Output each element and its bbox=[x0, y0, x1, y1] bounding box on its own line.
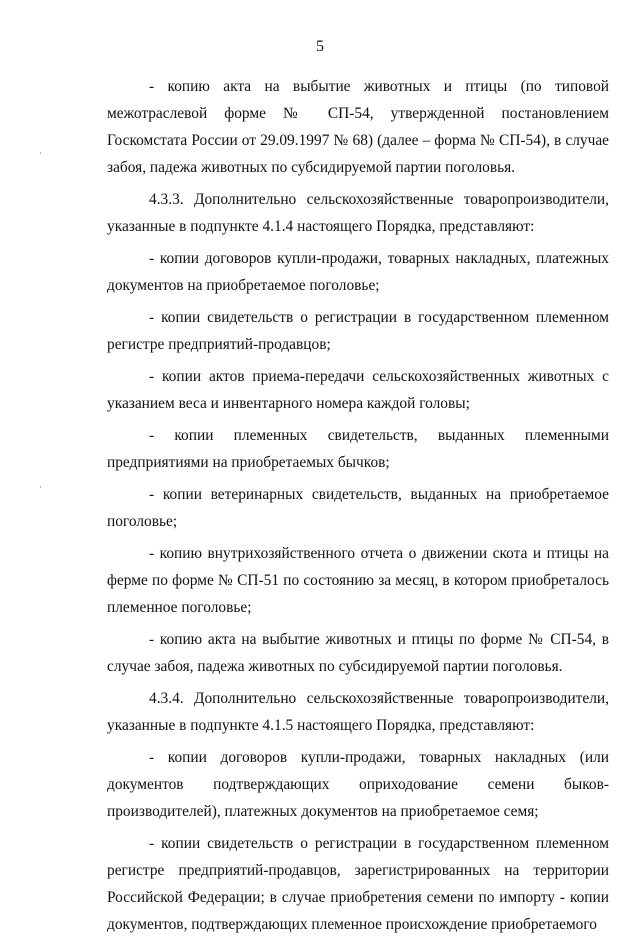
paragraph-semen-contracts: - копии договоров купли-продажи, товарных накладных (или документов подтверждающих оприходование семени быков-производителей), платежных документов на приобретаемое семя; bbox=[107, 749, 609, 820]
paragraph-farm-report: - копию внутрихозяйственного отчета о движении скота и птицы на ферме по форме № СП-51 по состоянию за месяц, в котором приобреталось племенное поголовье; bbox=[107, 545, 609, 616]
document-body bbox=[107, 73, 609, 943]
paragraph-4-3-3: 4.3.3. Дополнительно сельскохозяйственные товаропроизводители, указанные в подпункте 4.1.4 настоящего Порядка, представляют: bbox=[107, 191, 609, 235]
paragraph-purchase-contracts: - копии договоров купли-продажи, товарных накладных, платежных документов на приобретаемое поголовье; bbox=[107, 250, 609, 294]
page-number: 5 bbox=[316, 38, 324, 55]
scan-mark bbox=[40, 486, 41, 488]
paragraph-transfer-acts: - копии актов приема-передачи сельскохозяйственных животных с указанием веса и инвентарного номера каждой головы; bbox=[107, 368, 609, 412]
paragraph-act-withdrawal: - копию акта на выбытие животных и птицы (по типовой межотраслевой форме № СП-54, утвержденной постановлением Госкомстата России от 29.09.1997 № 68) (далее – форма № СП-54), в случае забоя, падежа животных по субсидируемой партии поголовья. bbox=[107, 78, 609, 176]
paragraph-veterinary-certificates: - копии ветеринарных свидетельств, выданных на приобретаемое поголовье; bbox=[107, 486, 609, 530]
paragraph-act-sp54: - копию акта на выбытие животных и птицы по форме № СП-54, в случае забоя, падежа животных по субсидируемой партии поголовья. bbox=[107, 631, 609, 675]
scan-mark bbox=[40, 152, 41, 154]
paragraph-semen-registration: - копии свидетельств о регистрации в государственном племенном регистре предприятий-продавцов, зарегистрированных на территории Российской Федерации; в случае приобретения семени по импорту - копии документов, подтверждающих племенное происхождение приобретаемого bbox=[107, 835, 609, 933]
paragraph-registration-certificates: - копии свидетельств о регистрации в государственном племенном регистре предприятий-продавцов; bbox=[107, 309, 609, 353]
paragraph-breeding-certificates: - копии племенных свидетельств, выданных племенными предприятиями на приобретаемых бычков; bbox=[107, 427, 609, 471]
paragraph-4-3-4: 4.3.4. Дополнительно сельскохозяйственные товаропроизводители, указанные в подпункте 4.1.5 настоящего Порядка, представляют: bbox=[107, 690, 609, 734]
